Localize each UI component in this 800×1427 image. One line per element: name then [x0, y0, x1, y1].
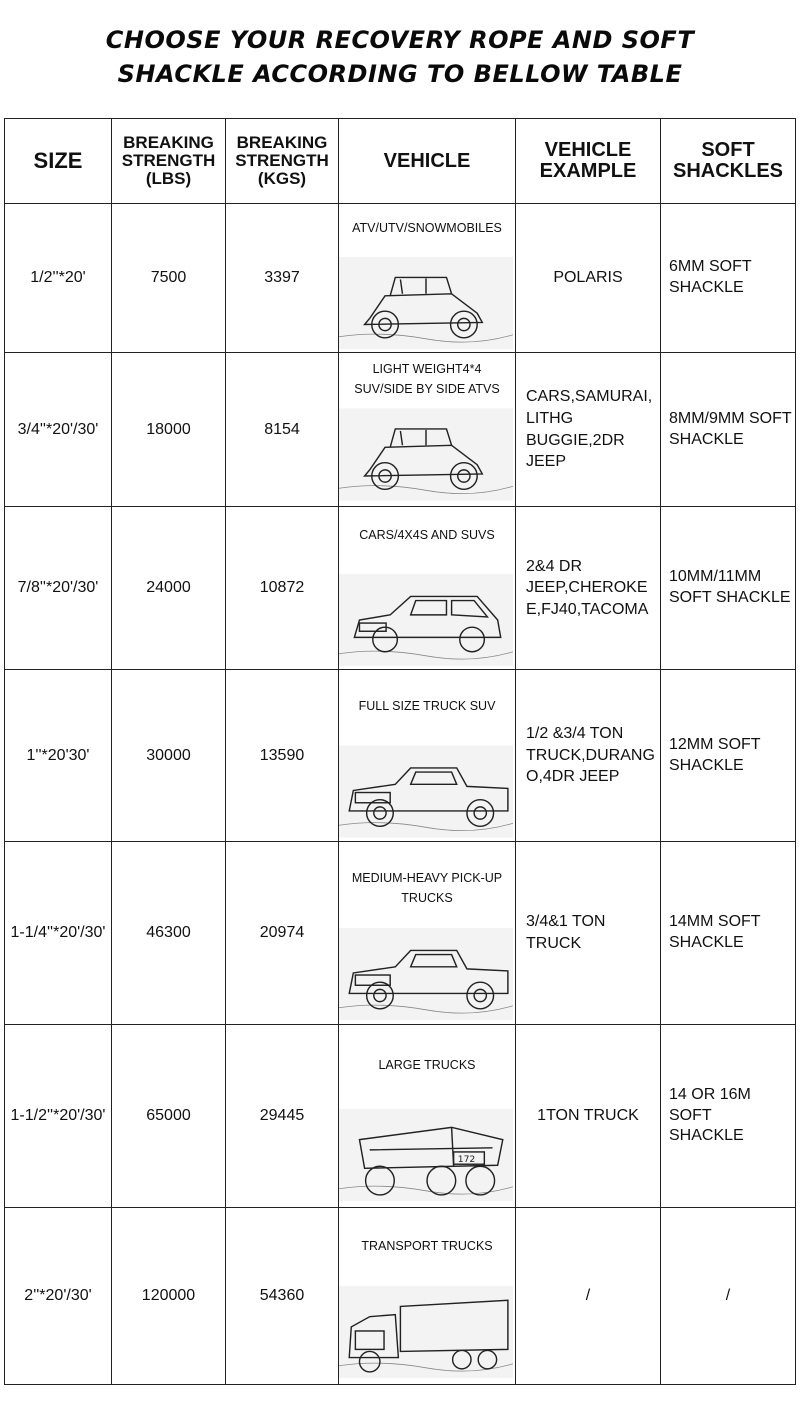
cell-breaking-strength-lbs: 46300 [112, 842, 226, 1025]
header-breaking-strength-lbs: BREAKING STRENGTH (LBS) [112, 119, 226, 204]
header-breaking-strength-kgs: BREAKING STRENGTH (KGS) [226, 119, 339, 204]
header-vehicle-example: VEHICLE EXAMPLE [516, 119, 661, 204]
header-vehicle: VEHICLE [339, 119, 516, 204]
table-row [5, 507, 796, 670]
cell-vehicle-example: / [516, 1208, 661, 1385]
cell-soft-shackle: 8MM/9MM SOFT SHACKLE [661, 353, 796, 507]
cell-vehicle [339, 507, 516, 670]
cell-vehicle [339, 1025, 516, 1208]
vehicle-category-label: MEDIUM-HEAVY PICK-UP TRUCKS [351, 871, 503, 905]
cell-breaking-strength-lbs: 30000 [112, 670, 226, 842]
semi-truck-sketch-icon [339, 1282, 513, 1382]
table-row [5, 204, 796, 353]
cell-vehicle-example: 1TON TRUCK [516, 1025, 661, 1208]
svg-text:172: 172 [457, 1154, 476, 1166]
dump-truck-sketch-icon [339, 1105, 513, 1205]
cell-soft-shackle: / [661, 1208, 796, 1385]
table-row [5, 1208, 796, 1385]
cell-vehicle [339, 204, 516, 353]
header-size: SIZE [5, 119, 112, 204]
vehicle-category-label: CARS/4X4S AND SUVS [359, 528, 495, 542]
cell-vehicle-example: 2&4 DR JEEP,CHEROKE E,FJ40,TACOMA [516, 507, 661, 670]
table-header-row [5, 119, 796, 204]
table-row [5, 670, 796, 842]
pickup-truck-sketch-icon [339, 744, 513, 839]
vehicle-category-label: FULL SIZE TRUCK SUV [358, 699, 496, 713]
cell-vehicle-example: POLARIS [516, 204, 661, 353]
vehicle-category-label: LARGE TRUCKS [378, 1058, 476, 1072]
vehicle-category-label: TRANSPORT TRUCKS [361, 1239, 493, 1253]
cell-breaking-strength-lbs: 24000 [112, 507, 226, 670]
cell-size: 3/4''*20'/30' [5, 353, 112, 507]
cell-breaking-strength-kgs: 29445 [226, 1025, 339, 1208]
cell-vehicle [339, 353, 516, 507]
cell-vehicle-example: CARS,SAMURAI, LITHG BUGGIE,2DR JEEP [516, 353, 661, 507]
cell-vehicle [339, 1208, 516, 1385]
cell-breaking-strength-lbs: 65000 [112, 1025, 226, 1208]
page-title-line-2: SHACKLE ACCORDING TO BELLOW TABLE [117, 60, 683, 88]
recovery-rope-table [4, 118, 796, 1385]
cell-soft-shackle: 14 OR 16M SOFT SHACKLE [661, 1025, 796, 1208]
buggy-sketch-icon [339, 405, 513, 504]
cell-size: 1/2''*20' [5, 204, 112, 353]
cell-vehicle [339, 842, 516, 1025]
vehicle-category-label: LIGHT WEIGHT4*4 SUV/SIDE BY SIDE ATVS [354, 362, 500, 396]
cell-breaking-strength-kgs: 8154 [226, 353, 339, 507]
utv-sketch-icon [339, 256, 513, 350]
cell-breaking-strength-kgs: 13590 [226, 670, 339, 842]
cell-vehicle-example: 1/2 &3/4 TON TRUCK,DURANG O,4DR JEEP [516, 670, 661, 842]
heavy-pickup-sketch-icon [339, 926, 513, 1022]
cell-vehicle-example: 3/4&1 TON TRUCK [516, 842, 661, 1025]
cell-size: 2''*20'/30' [5, 1208, 112, 1385]
cell-soft-shackle: 14MM SOFT SHACKLE [661, 842, 796, 1025]
cell-vehicle [339, 670, 516, 842]
cell-size: 1-1/2''*20'/30' [5, 1025, 112, 1208]
cell-size: 7/8''*20'/30' [5, 507, 112, 670]
table-row [5, 1025, 796, 1208]
cell-soft-shackle: 10MM/11MM SOFT SHACKLE [661, 507, 796, 670]
cell-breaking-strength-lbs: 18000 [112, 353, 226, 507]
cell-size: 1-1/4''*20'/30' [5, 842, 112, 1025]
cell-breaking-strength-kgs: 54360 [226, 1208, 339, 1385]
cell-breaking-strength-lbs: 120000 [112, 1208, 226, 1385]
cell-breaking-strength-kgs: 3397 [226, 204, 339, 353]
suv-sketch-icon [339, 573, 513, 667]
cell-soft-shackle: 6MM SOFT SHACKLE [661, 204, 796, 353]
page-title-line-1: CHOOSE YOUR RECOVERY ROPE AND SOFT [105, 26, 695, 54]
cell-size: 1''*20'30' [5, 670, 112, 842]
cell-breaking-strength-kgs: 10872 [226, 507, 339, 670]
table-row [5, 842, 796, 1025]
header-soft-shackles: SOFT SHACKLES [661, 119, 796, 204]
cell-breaking-strength-kgs: 20974 [226, 842, 339, 1025]
vehicle-category-label: ATV/UTV/SNOWMOBILES [352, 221, 502, 235]
table-row [5, 353, 796, 507]
cell-breaking-strength-lbs: 7500 [112, 204, 226, 353]
cell-soft-shackle: 12MM SOFT SHACKLE [661, 670, 796, 842]
